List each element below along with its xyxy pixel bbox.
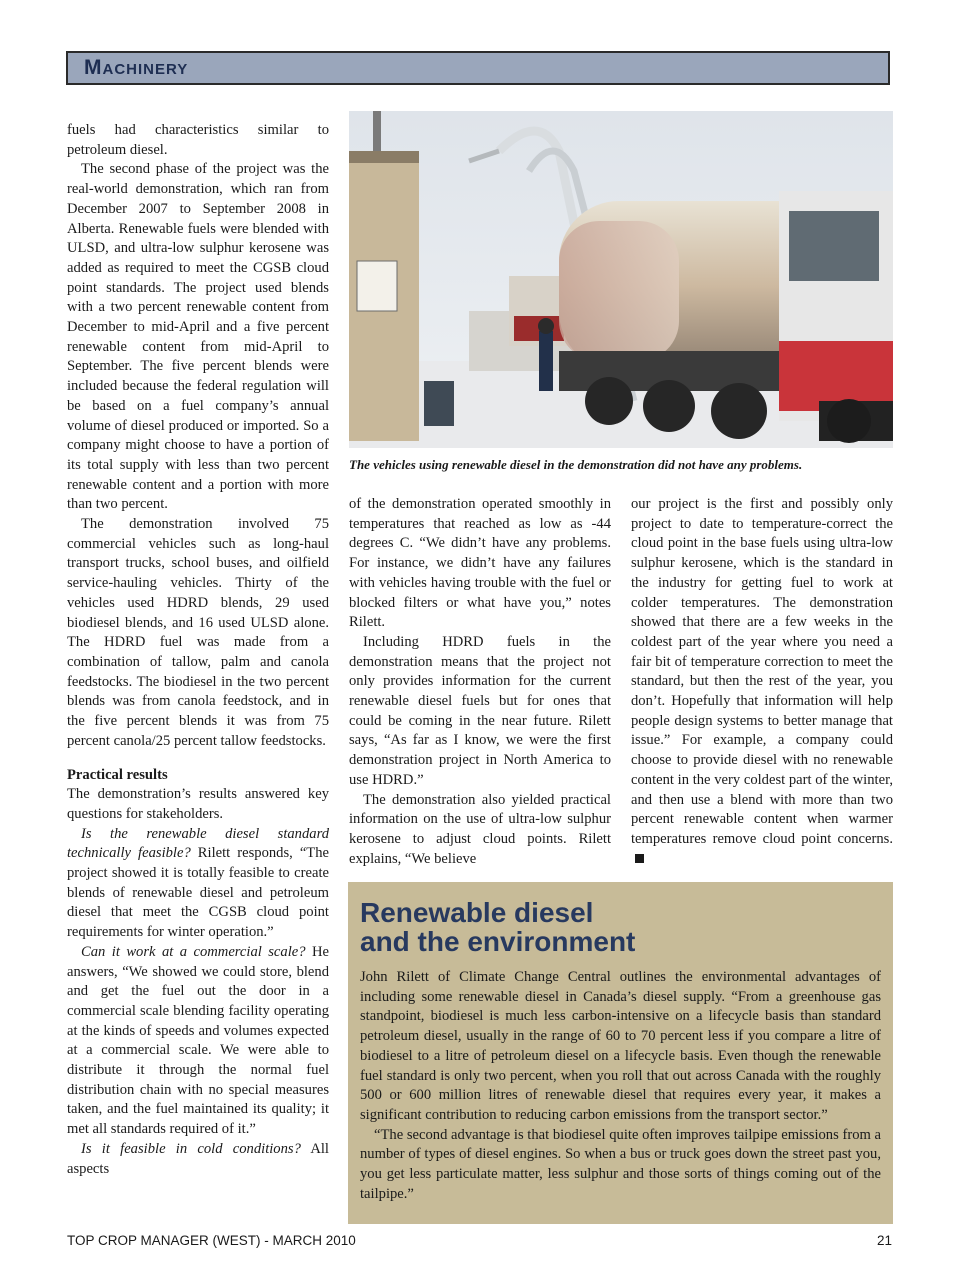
paragraph-text: our project is the first and possibly only project to date to temperature-correct the cloud point in the base fuels using ultra-low sulphur kerosene, which is the standard in the industry for getting fuel to work at colder temperatures. The demonstration showed that there are a few weeks in the coldest part of the year where you need a fair bit of temperature correction to meet the standard, but then the rest of the year, you don’t. Hopefully that information will help people design systems to better manage that issue.” For example, a company could choose to provide diesel with no renewable content in the very coldest part of the winter, and then use a blend with more than two percent renewable content when warmer temperatures remove cloud point concerns. — [631, 496, 893, 847]
sidebar-box — [348, 882, 893, 1224]
footer-publication: TOP CROP MANAGER (WEST) - MARCH 2010 — [67, 1233, 356, 1248]
photo-caption: The vehicles using renewable diesel in the demonstration did not have any problems. — [349, 457, 803, 472]
sidebar-paragraph: John Rilett of Climate Change Central outlines the environmental advantages of including some renewable diesel in Canada’s diesel supply. “From a greenhouse gas standpoint, biodiesel is much less carbon-intensive on a lifecycle basis than standard petroleum diesel, usually in the range of 60 to 70 percent less if you compare a litre of biodiesel to a litre of petroleum diesel on a lifecycle basis. Even though the renewable fuel standard is only two percent, when you roll that out across Canada with the roughly 500 or 600 million litres of renewable diesel that requires every year, it makes a significant contribution to reducing carbon emissions from the transport sector.” — [360, 969, 881, 1123]
photo-tanker-trucks — [349, 111, 893, 448]
question: Is it feasible in cold conditions? — [81, 1140, 301, 1157]
paragraph: The demonstration also yielded practical information on the use of ultra-low sulphur kerosene to adjust cloud points. Rilett explains, “We believe — [349, 791, 611, 867]
paragraph: of the demonstration operated smoothly in temperatures that reached as low as -44 degrees C. “We didn’t have any problems. For instance, we didn’t have any failures with vehicles having trouble with the fuel or blocked filters or what have you,” notes Rilett. — [349, 496, 611, 631]
article-column-2 — [349, 495, 611, 869]
sidebar-title-line: and the environment — [360, 926, 636, 957]
qa-paragraph — [67, 1140, 329, 1179]
paragraph: The demonstration’s results answered key questions for stakeholders. — [67, 786, 329, 822]
paragraph: The demonstration involved 75 commercial vehicles such as long-haul transport trucks, school buses, and oilfield service-hauling vehicles. Thirty of the vehicles used HDRD blends, 29 used biodiesel blends, and 16 used ULSD alone. The HDRD fuel was made from a combination of tallow, palm and canola feedstocks. The biodiesel in the two percent blends was from canola feedstock, and in the five percent blends it was from 75 percent canola/25 percent tallow feedstocks. — [67, 516, 329, 749]
question: Can it work at a commercial scale? — [81, 943, 306, 960]
sidebar-title — [360, 898, 880, 956]
paragraph: The second phase of the project was the real-world demonstration, which ran from December 2007 to September 2008 in Alberta. Renewable fuels were blended with ULSD, and ultra-low sulphur kerosene was added as required to meet the CGSB cloud point standards. The project used blends with a two percent renewable content from December to mid-April and a five percent renewable content from mid-April to September. The five percent blends were included because the federal regulation will be based on a fuel company’s annual volume of diesel produced or imported. So a company might choose to have a portion of its total supply with less than two percent renewable content and a portion with more than two percent. — [67, 161, 329, 513]
sidebar-paragraph: “The second advantage is that biodiesel quite often improves tailpipe emissions from a number of types of diesel engines. So when a bus or truck goes down the street past you, you get less particulate matter, less sulphur and those sorts of things coming out of the tailpipe.” — [360, 1126, 881, 1202]
section-title: Machinery — [84, 56, 189, 79]
paragraph: fuels had characteristics similar to petroleum diesel. — [67, 122, 329, 158]
qa-paragraph — [67, 825, 329, 943]
answer: Rilett responds, “The project showed it is totally feasible to create blends of renewable diesel and petroleum diesel that meet the CGSB cloud point requirements for winter operation.” — [67, 845, 329, 941]
article-column-1 — [67, 121, 329, 1179]
qa-paragraph — [67, 943, 329, 1140]
sidebar-title-line: Renewable diesel — [360, 897, 594, 928]
end-of-article-mark — [635, 854, 644, 863]
section-header-bar — [66, 51, 890, 85]
article-column-3 — [631, 495, 893, 869]
answer: All aspects — [67, 1140, 329, 1177]
paragraph — [631, 495, 893, 869]
sidebar-body — [360, 968, 881, 1204]
subheading-practical-results: Practical results — [67, 766, 168, 783]
paragraph: Including HDRD fuels in the demonstration means that the project not only provides information for the current renewable diesel fuels but for ones that could be coming in the near future. Rilett says, “As far as I know, we were the first demonstration project in North America to use HDRD.” — [349, 633, 611, 788]
page-number: 21 — [876, 1233, 892, 1248]
question: Is the renewable diesel standard technically feasible? — [67, 825, 329, 862]
answer: He answers, “We showed we could store, blend and get the fuel out the door in a commercial scale blending facility operating at the kinds of speeds and volumes expected at a commercial scale. We were able to distribute it through the normal fuel distribution chain with no special measures taken, and the fuel maintained its quality; it met all standards required of it.” — [67, 943, 330, 1138]
